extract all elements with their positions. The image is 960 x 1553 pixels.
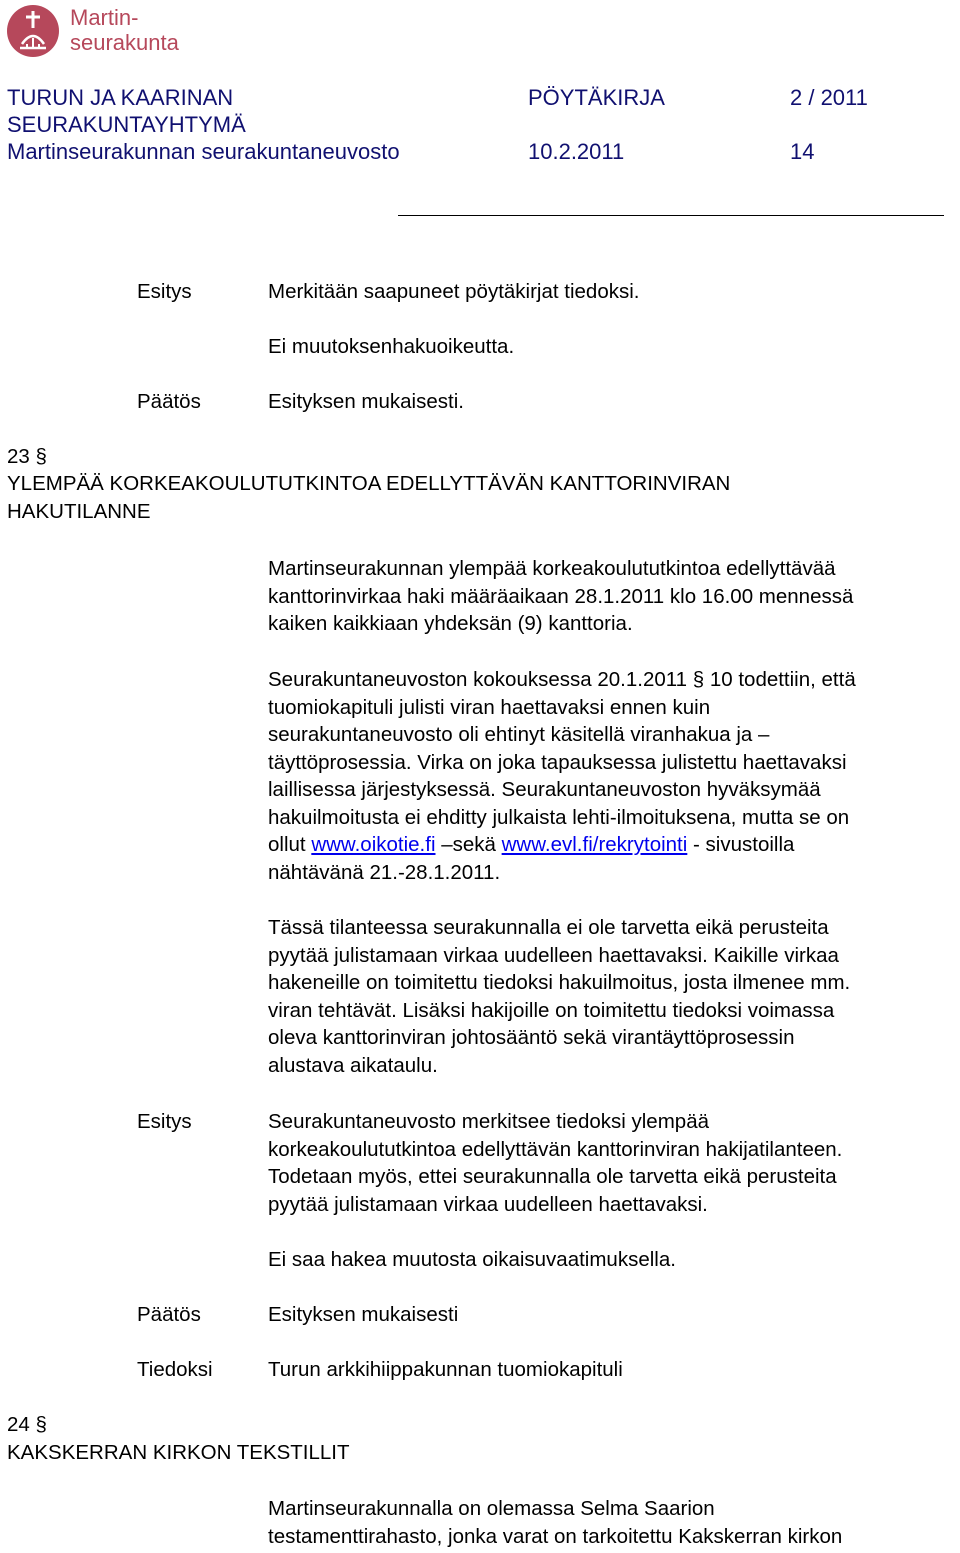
- paatos-label: Päätös: [137, 390, 201, 413]
- paragraph-fund: [268, 1495, 958, 1550]
- org-name-line2: SEURAKUNTAYHTYMÄ: [7, 112, 246, 137]
- paragraph-line: täyttöprosessia. Virka on joka tapauksessa julistettu haettavaksi: [268, 750, 847, 774]
- esitys-label: Esitys: [137, 1110, 192, 1133]
- section-symbol: §: [692, 668, 705, 691]
- text-span: ollut: [268, 833, 306, 856]
- section-number: 23: [7, 445, 30, 468]
- esitys-label: Esitys: [137, 280, 192, 303]
- org-name-line1: TURUN JA KAARINAN: [7, 85, 234, 110]
- paragraph-line: oleva kanttorinviran johtosääntö sekä virantäyttöprosessin: [268, 1026, 795, 1049]
- text-span: 10 todettiin, että: [709, 668, 856, 691]
- paragraph-line: seurakuntaneuvosto oli ehtinyt käsitellä viranhakua ja –: [268, 723, 770, 746]
- paragraph-line: kaiken kaikkiaan yhdeksän (9) kanttoria.: [268, 612, 633, 635]
- paragraph-situation: [268, 914, 958, 1079]
- paatos-label: Päätös: [137, 1303, 201, 1326]
- paragraph-line: hakuilmoitusta ei ehditty julkaista lehti-ilmoituksena, mutta se on: [268, 805, 850, 829]
- section-number: 24: [7, 1413, 30, 1436]
- paragraph-chapter-decision: [268, 666, 958, 886]
- paragraph-line: [268, 831, 958, 859]
- body-name: Martinseurakunnan seurakuntaneuvosto: [7, 139, 400, 164]
- paragraph-line: [268, 666, 958, 694]
- page-number: 14: [790, 139, 815, 164]
- parish-emblem-icon: [6, 4, 60, 58]
- paragraph-line: hakeneille on toimitettu tiedoksi hakuilmoitus, josta ilmenee mm.: [268, 971, 851, 994]
- paatos-text: Esityksen mukaisesti.: [268, 390, 464, 413]
- paatos-text: Esityksen mukaisesti: [268, 1303, 459, 1326]
- section-24-title: KAKSKERRAN KIRKON TEKSTILLIT: [7, 1441, 350, 1464]
- section-24-heading: [7, 1411, 47, 1439]
- link-oikotie[interactable]: www.oikotie.fi: [311, 833, 436, 856]
- esitys-text: Merkitään saapuneet pöytäkirjat tiedoksi.: [268, 280, 640, 303]
- no-appeal-note: Ei muutoksenhakuoikeutta.: [268, 335, 515, 358]
- text-span: –sekä: [441, 833, 496, 856]
- tiedoksi-label: Tiedoksi: [137, 1358, 213, 1381]
- paragraph-line: pyytää julistamaan virkaa uudelleen haettavaksi.: [268, 1192, 708, 1216]
- paragraph-line: tuomiokapituli julisti viran haettavaksi ennen kuin: [268, 695, 711, 719]
- text-span: - sivustoilla: [693, 833, 795, 856]
- paragraph-line: nähtävänä 21.-28.1.2011.: [268, 860, 501, 884]
- paragraph-line: kanttorinvirkaa haki määräaikaan 28.1.2011 klo 16.00 mennessä: [268, 584, 854, 608]
- document-type: PÖYTÄKIRJA: [528, 85, 665, 110]
- paragraph-line: testamenttirahasto, jonka varat on tarkoitettu Kakskerran kirkon: [268, 1524, 843, 1548]
- paragraph-line: viran tehtävät. Lisäksi hakijoille on toimitettu tiedoksi voimassa: [268, 998, 835, 1022]
- esitys-text: [268, 1108, 958, 1218]
- section-symbol: §: [35, 445, 47, 468]
- text-span: Seurakuntaneuvoston kokouksessa 20.1.2011: [268, 668, 688, 691]
- document-number: 2 / 2011: [790, 85, 868, 110]
- section-23-title-line2: HAKUTILANNE: [7, 500, 151, 523]
- no-appeal-note: Ei saa hakea muutosta oikaisuvaatimuksella.: [268, 1248, 676, 1271]
- section-23-heading: [7, 443, 47, 471]
- meeting-date: 10.2.2011: [528, 139, 625, 164]
- link-evl-rekrytointi[interactable]: www.evl.fi/rekrytointi: [501, 833, 688, 856]
- logo-text-line2: seurakunta: [70, 30, 179, 55]
- paragraph-line: laillisessa järjestyksessä. Seurakuntaneuvoston hyväksymää: [268, 778, 821, 801]
- tiedoksi-text: Turun arkkihiippakunnan tuomiokapituli: [268, 1358, 623, 1381]
- paragraph-line: Martinseurakunnan ylempää korkeakoulututkintoa edellyttävää: [268, 557, 836, 580]
- section-symbol: §: [35, 1413, 47, 1436]
- paragraph-line: alustava aikataulu.: [268, 1053, 438, 1077]
- paragraph-line: korkeakoulututkintoa edellyttävän kanttorinviran hakijatilanteen.: [268, 1137, 843, 1161]
- section-23-title-line1: YLEMPÄÄ KORKEAKOULUTUTKINTOA EDELLYTTÄVÄN KANTTORINVIRAN: [7, 472, 731, 495]
- logo-text-line1: Martin-: [70, 5, 139, 30]
- header-rule: [398, 215, 944, 216]
- paragraph-line: pyytää julistamaan virkaa uudelleen haettavaksi. Kaikille virkaa: [268, 943, 839, 967]
- paragraph-line: Seurakuntaneuvosto merkitsee tiedoksi ylempää: [268, 1110, 709, 1133]
- parish-logo: [6, 4, 246, 56]
- paragraph-line: Todetaan myös, ettei seurakunnalla ole tarvetta eikä perusteita: [268, 1165, 837, 1188]
- paragraph-applicants: [268, 555, 958, 638]
- paragraph-line: Tässä tilanteessa seurakunnalla ei ole tarvetta eikä perusteita: [268, 916, 829, 939]
- paragraph-line: Martinseurakunnalla on olemassa Selma Saarion: [268, 1497, 715, 1520]
